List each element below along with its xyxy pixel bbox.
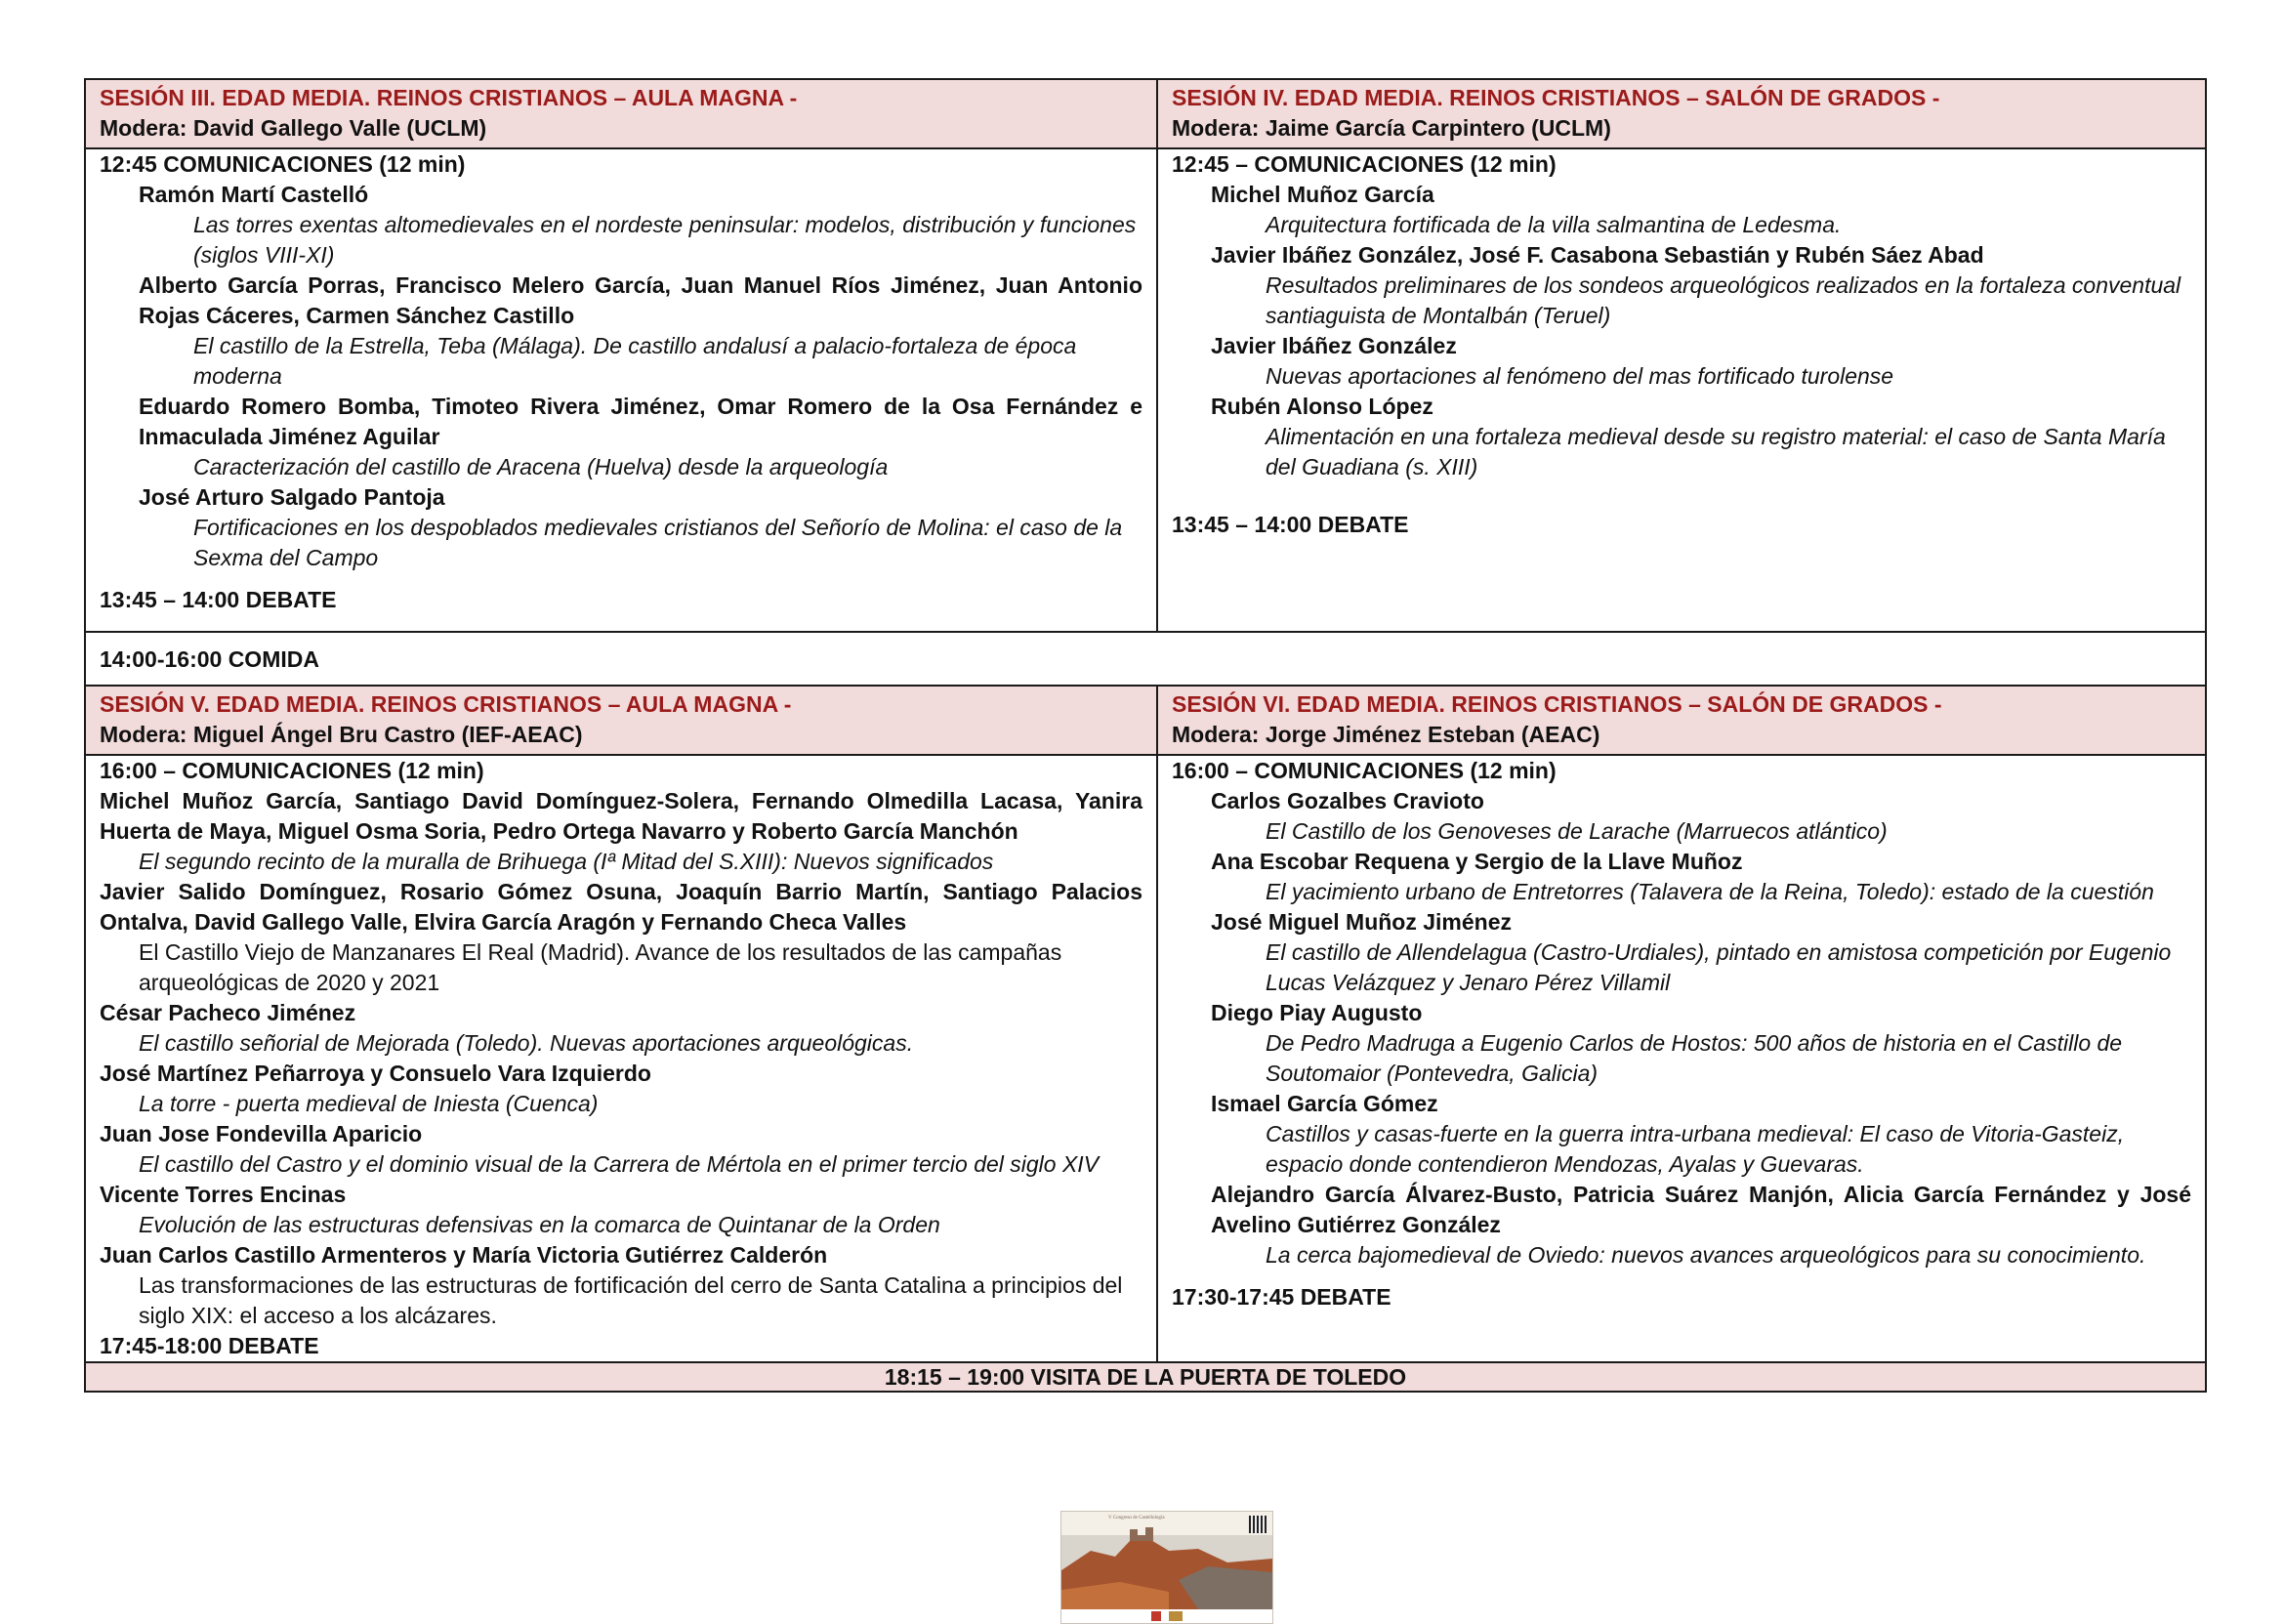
paper-title: Arquitectura fortificada de la villa salmantina de Ledesma. xyxy=(1266,212,1842,237)
paper-title: El yacimiento urbano de Entretorres (Talavera de la Reina, Toledo): estado de la cuestión xyxy=(1266,879,2154,904)
session-3-moderator: Modera: David Gallego Valle (UCLM) xyxy=(100,115,487,141)
paper-authors: Alejandro García Álvarez-Busto, Patricia Suárez Manjón, Alicia García Fernández y José Avelino Gutiérrez González xyxy=(1211,1182,2191,1237)
program-table xyxy=(84,78,2207,1393)
paper-authors: Carlos Gozalbes Cravioto xyxy=(1211,788,1484,813)
paper-title: Alimentación en una fortaleza medieval desde su registro material: el caso de Santa María del Guadiana (s. XIII) xyxy=(1266,424,2166,479)
paper-authors: Javier Ibáñez González, José F. Casabona Sebastián y Rubén Sáez Abad xyxy=(1211,242,1984,268)
paper-title: El castillo del Castro y el dominio visual de la Carrera de Mértola en el primer tercio del siglo XIV xyxy=(139,1151,1100,1177)
paper-authors: Juan Carlos Castillo Armenteros y María Victoria Gutiérrez Calderón xyxy=(100,1242,828,1268)
paper-title: El segundo recinto de la muralla de Brihuega (Iª Mitad del S.XIII): Nuevos significados xyxy=(139,849,994,874)
paper-authors: Juan Jose Fondevilla Aparicio xyxy=(100,1121,423,1146)
paper-authors: Rubén Alonso López xyxy=(1211,394,1433,419)
paper-authors: Eduardo Romero Bomba, Timoteo Rivera Jiménez, Omar Romero de la Osa Fernández e Inmaculada Jiménez Aguilar xyxy=(139,394,1142,449)
paper-authors: José Arturo Salgado Pantoja xyxy=(139,484,445,510)
congress-poster-icon xyxy=(1060,1511,1273,1624)
paper-title: De Pedro Madruga a Eugenio Carlos de Hostos: 500 años de historia en el Castillo de Soutomaior (Pontevedra, Galicia) xyxy=(1266,1030,2123,1086)
communications-heading: 16:00 – COMUNICACIONES (12 min) xyxy=(100,758,484,783)
spacer xyxy=(1172,1270,2191,1282)
poster-caption: V Congreso de Castellología xyxy=(1108,1516,1165,1520)
paper-title: El Castillo Viejo de Manzanares El Real (Madrid). Avance de los resultados de las campañas arqueológicas de 2020 y 2021 xyxy=(139,939,1062,995)
paper-authors: Michel Muñoz García, Santiago David Domínguez-Solera, Fernando Olmedilla Lacasa, Yanira Huerta de Maya, Miguel Osma Soria, Pedro Ortega Navarro y Roberto García Manchón xyxy=(100,788,1142,844)
paper-authors: Diego Piay Augusto xyxy=(1211,1000,1423,1025)
session-4-header xyxy=(1157,79,2206,148)
session-4-body xyxy=(1157,148,2206,632)
session-5-header xyxy=(85,686,1157,755)
communications-heading: 12:45 COMUNICACIONES (12 min) xyxy=(100,151,466,177)
paper-title: El castillo señorial de Mejorada (Toledo). Nuevas aportaciones arqueológicas. xyxy=(139,1030,914,1056)
session-3-body xyxy=(85,148,1157,632)
spacer xyxy=(100,573,1142,585)
qr-code-icon xyxy=(1249,1516,1267,1533)
paper-title: Las torres exentas altomedievales en el nordeste peninsular: modelos, distribución y funciones (siglos VIII-XI) xyxy=(193,212,1137,268)
session-5-title: SESIÓN V. EDAD MEDIA. REINOS CRISTIANOS – AULA MAGNA - xyxy=(100,691,792,717)
paper-title: Resultados preliminares de los sondeos arqueológicos realizados en la fortaleza conventual santiaguista de Montalbán (Teruel) xyxy=(1266,272,2181,328)
session-5-moderator: Modera: Miguel Ángel Bru Castro (IEF-AEAC) xyxy=(100,722,583,747)
paper-title: Caracterización del castillo de Aracena (Huelva) desde la arqueología xyxy=(193,454,889,479)
paper-authors: Michel Muñoz García xyxy=(1211,182,1434,207)
session-3-title: SESIÓN III. EDAD MEDIA. REINOS CRISTIANOS – AULA MAGNA - xyxy=(100,85,798,110)
paper-title: Evolución de las estructuras defensivas en la comarca de Quintanar de la Orden xyxy=(139,1212,940,1237)
debate-time: 17:30-17:45 DEBATE xyxy=(1172,1284,1391,1310)
lunch-break: 14:00-16:00 COMIDA xyxy=(85,632,2206,686)
debate-time: 17:45-18:00 DEBATE xyxy=(100,1333,319,1358)
paper-authors: César Pacheco Jiménez xyxy=(100,1000,356,1025)
paper-authors: Ana Escobar Requena y Sergio de la Llave Muñoz xyxy=(1211,849,1743,874)
paper-title: El castillo de la Estrella, Teba (Málaga). De castillo andalusí a palacio-fortaleza de época moderna xyxy=(193,333,1077,389)
poster-illustration xyxy=(1061,1512,1272,1623)
paper-title: Fortificaciones en los despoblados medievales cristianos del Señorío de Molina: el caso de la Sexma del Campo xyxy=(193,515,1123,570)
paper-authors: Javier Ibáñez González xyxy=(1211,333,1457,358)
session-5-body xyxy=(85,755,1157,1362)
session-6-moderator: Modera: Jorge Jiménez Esteban (AEAC) xyxy=(1172,722,1600,747)
session-6-title: SESIÓN VI. EDAD MEDIA. REINOS CRISTIANOS – SALÓN DE GRADOS - xyxy=(1172,691,1942,717)
session-4-moderator: Modera: Jaime García Carpintero (UCLM) xyxy=(1172,115,1611,141)
paper-title: La torre - puerta medieval de Iniesta (Cuenca) xyxy=(139,1091,599,1116)
paper-title: Nuevas aportaciones al fenómeno del mas fortificado turolense xyxy=(1266,363,1894,389)
session-4-title: SESIÓN IV. EDAD MEDIA. REINOS CRISTIANOS – SALÓN DE GRADOS - xyxy=(1172,85,1940,110)
paper-authors: Ramón Martí Castelló xyxy=(139,182,369,207)
paper-title: La cerca bajomedieval de Oviedo: nuevos avances arqueológicos para su conocimiento. xyxy=(1266,1242,2146,1268)
session-3-header xyxy=(85,79,1157,148)
spacer xyxy=(100,615,1142,627)
paper-title: Las transformaciones de las estructuras de fortificación del cerro de Santa Catalina a principios del siglo XIX: el acceso a los alcázares. xyxy=(139,1272,1123,1328)
paper-authors: José Miguel Muñoz Jiménez xyxy=(1211,909,1512,935)
communications-heading: 16:00 – COMUNICACIONES (12 min) xyxy=(1172,758,1557,783)
paper-authors: Vicente Torres Encinas xyxy=(100,1182,347,1207)
spacer xyxy=(1172,482,2191,510)
session-6-body xyxy=(1157,755,2206,1362)
debate-time: 13:45 – 14:00 DEBATE xyxy=(1172,512,1409,537)
paper-authors: José Martínez Peñarroya y Consuelo Vara Izquierdo xyxy=(100,1061,651,1086)
paper-title: Castillos y casas-fuerte en la guerra intra-urbana medieval: El caso de Vitoria-Gasteiz, espacio donde contendieron Mendozas, Ayalas y Guevaras. xyxy=(1266,1121,2125,1177)
paper-authors: Ismael García Gómez xyxy=(1211,1091,1438,1116)
visit-row: 18:15 – 19:00 VISITA DE LA PUERTA DE TOLEDO xyxy=(85,1362,2206,1392)
paper-title: El Castillo de los Genoveses de Larache (Marruecos atlántico) xyxy=(1266,818,1888,844)
debate-time: 13:45 – 14:00 DEBATE xyxy=(100,587,337,612)
paper-title: El castillo de Allendelagua (Castro-Urdiales), pintado en amistosa competición por Eugenio Lucas Velázquez y Jenaro Pérez Villamil xyxy=(1266,939,2172,995)
paper-authors: Javier Salido Domínguez, Rosario Gómez Osuna, Joaquín Barrio Martín, Santiago Palacios Ontalva, David Gallego Valle, Elvira García Aragón y Fernando Checa Valles xyxy=(100,879,1142,935)
paper-authors: Alberto García Porras, Francisco Melero García, Juan Manuel Ríos Jiménez, Juan Antonio Rojas Cáceres, Carmen Sánchez Castillo xyxy=(139,272,1142,328)
communications-heading: 12:45 – COMUNICACIONES (12 min) xyxy=(1172,151,1557,177)
session-6-header xyxy=(1157,686,2206,755)
